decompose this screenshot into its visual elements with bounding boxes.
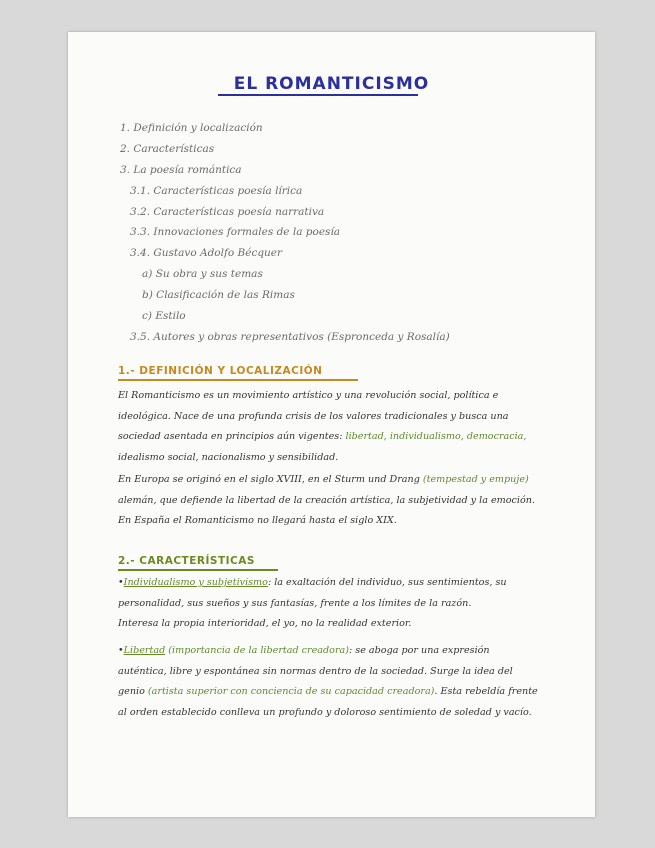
toc-item: 1. Definición y localización: [120, 122, 263, 134]
toc-item: 3. La poesía romántica: [120, 163, 242, 176]
text-line: [118, 470, 580, 491]
text-line: al orden establecido conlleva un profundo y doloroso sentimiento de soledad y vacío.: [118, 707, 532, 719]
text-line: Interesa la propia interioridad, el yo, no la realidad exterior.: [118, 618, 412, 630]
term-label: Individualismo y subjetivismo: [123, 577, 268, 588]
toc-item: 3.2. Características poesía narrativa: [130, 205, 325, 218]
text-line: [118, 682, 580, 703]
section-heading-characteristics: 2.- CARACTERÍSTICAS: [118, 555, 255, 567]
section-heading-underline: [118, 569, 278, 571]
bullet: •: [118, 645, 124, 656]
toc-item: c) Estilo: [142, 310, 186, 323]
term-label: Libertad: [123, 645, 166, 656]
text-fragment: sociedad asentada en principios aún vigentes:: [118, 431, 346, 443]
page-title: EL ROMANTICISMO: [233, 74, 430, 94]
localization-paragraph: [118, 470, 580, 532]
paren-note: (artista superior con conciencia de su capacidad creadora): [147, 686, 435, 698]
text-line: alemán, que defiende la libertad de la creación artística, la subjetividad y la emoción.: [118, 494, 535, 506]
definition-paragraph: [118, 386, 580, 469]
paren-note: (importancia de la libertad creadora): [165, 645, 349, 656]
text-fragment: . Esta rebeldía frente: [434, 686, 538, 698]
toc-item: a) Su obra y sus temas: [142, 268, 263, 281]
table-of-contents: [120, 118, 450, 348]
text-line: En España el Romanticismo no llegará hasta el siglo XIX.: [118, 515, 397, 527]
text-line: idealismo social, nacionalismo y sensibilidad.: [118, 452, 339, 464]
title-underline: [218, 94, 418, 96]
text-fragment: genio: [118, 686, 148, 698]
toc-item: 3.1. Características poesía lírica: [130, 184, 303, 197]
section-heading-underline: [118, 379, 358, 381]
toc-item: 3.5. Autores y obras representativos (Espronceda y Rosalía): [130, 330, 450, 343]
text-fragment: : se aboga por una expresión: [349, 645, 490, 656]
toc-item: 3.3. Innovaciones formales de la poesía: [130, 226, 341, 239]
text-line: [118, 573, 580, 594]
text-line: ideológica. Nace de una profunda crisis de los valores tradicionales y busca una: [118, 410, 509, 422]
text-line: personalidad, sus sueños y sus fantasías, frente a los límites de la razón.: [118, 597, 472, 609]
section-heading-definition: 1.- DEFINICIÓN Y LOCALIZACIÓN: [118, 365, 323, 377]
text-line: [118, 641, 580, 662]
text-fragment: En Europa se originó en el siglo XVIII, en el Sturm und Drang: [118, 474, 423, 485]
toc-item: b) Clasificación de las Rimas: [142, 289, 295, 302]
text-line: [118, 427, 580, 448]
bullet: •: [118, 577, 124, 588]
toc-item: 3.4. Gustavo Adolfo Bécquer: [130, 247, 283, 260]
text-fragment: : la exaltación del individuo, sus sentimientos, su: [267, 577, 507, 588]
characteristic-item-freedom: [118, 641, 580, 724]
toc-item: 2. Características: [120, 142, 215, 155]
text-line: auténtica, libre y espontánea sin normas dentro de la sociedad. Surge la idea del: [118, 665, 513, 677]
highlighted-values: libertad, individualismo, democracia,: [345, 431, 527, 443]
translation-note: (tempestad y empuje): [422, 474, 529, 485]
characteristic-item-individualism: [118, 573, 580, 635]
text-line: El Romanticismo es un movimiento artístico y una revolución social, política e: [118, 390, 499, 401]
notebook-page: [68, 32, 595, 817]
